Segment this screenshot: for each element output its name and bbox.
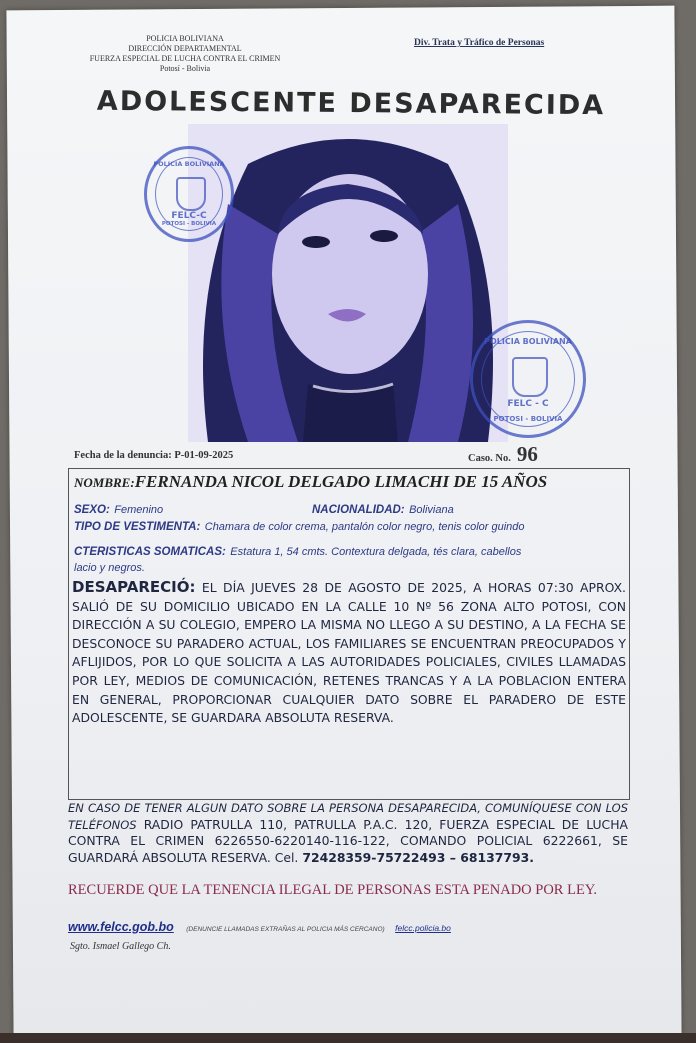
website-link-2[interactable]: felcc.policia.bo [395, 923, 451, 933]
nationality-value: Boliviana [409, 504, 454, 516]
shield-icon [512, 357, 548, 397]
features-label: CTERISTICAS SOMATICAS: [74, 546, 226, 558]
disappearance-label: DESAPARECIÓ: [72, 578, 196, 596]
shield-icon [176, 177, 206, 211]
stamp-right-top: POLICIA BOLIVIANA [484, 337, 572, 346]
disappearance-text: EL DÍA JUEVES 28 DE AGOSTO DE 2025, A HORAS 07:30 APROX. SALIÓ DE SU DOMICILIO UBICADO EN LA CALLE 10 Nº 56 ZONA ALTO POTOSI, CON DIRECCIÓN A SU COLEGIO, EMPERO LA MISMA NO LLEGO A SU DESTINO, A LA FECHA SE DESCONOCE SU PARADERO ACTUAL, LOS FAMILIARES SE ENCUENTRAN PREOCUPADOS Y AFLIJIDOS, POR LO QUE SOLICITA A LAS AUTORIDADES POLICIALES, CIVILES LLAMADAS POR LEY, MEDIOS DE COMUNICACIÓN, RETENES TRANCAS Y A LA POBLACION ENTERA EN GENERAL, PROPORCIONAR CUALQUIER DATO SOBRE EL PARADERO DE ESTE ADOLESCENTE, SE GUARDARA ABSOLUTA RESERVA. [72, 580, 626, 726]
stamp-right-bottom: POTOSI - BOLIVIA [493, 415, 563, 423]
person-name: FERNANDA NICOL DELGADO LIMACHI DE 15 AÑOS [134, 472, 548, 491]
person-name-row [74, 472, 547, 492]
police-stamp-left [144, 146, 234, 242]
case-number-label: Caso. No. [468, 453, 511, 464]
name-label: NOMBRE: [74, 475, 135, 490]
contact-body: RADIO PATRULLA 110, PATRULLA P.A.C. 120, FUERZA ESPECIAL DE LUCHA CONTRA EL CRIMEN 6226550-6220140-116-122, COMANDO POLICIAL 6222661, SE GUARDARÁ ABSOLUTA RESERVA. Cel. [68, 816, 628, 865]
stamp-left-mid: FELC-C [171, 211, 207, 221]
nationality-row [312, 500, 454, 518]
nationality-label: NACIONALIDAD: [312, 504, 405, 516]
case-number [468, 442, 538, 467]
stamp-right-mid: FELC - C [507, 399, 549, 409]
missing-person-photo [188, 124, 508, 442]
website-link[interactable]: www.felcc.gob.bo [68, 920, 174, 934]
org-line-2: DIRECCIÓN DEPARTAMENTAL [128, 44, 242, 53]
features-value-2: lacio y negros. [74, 562, 145, 574]
division-header: Div. Trata y Tráfico de Personas [414, 38, 545, 48]
clothing-value: Chamara de color crema, pantalón color negro, tenis color guindo [204, 521, 525, 533]
sex-row [74, 500, 163, 518]
disappearance-description [72, 578, 626, 728]
police-stamp-right [470, 320, 586, 438]
org-line-1: POLICIA BOLIVIANA [146, 34, 224, 43]
table-edge [0, 1033, 696, 1043]
footer-links [68, 918, 451, 936]
clothing-label: TIPO DE VESTIMENTA: [74, 521, 201, 533]
report-date-label: Fecha de la denuncia: [74, 450, 172, 461]
stamp-left-top: POLICIA BOLIVIANA [153, 160, 225, 168]
case-number-value: 96 [516, 442, 538, 466]
contact-info [68, 800, 628, 866]
report-date-value: P-01-09-2025 [174, 450, 234, 461]
stamp-left-bottom: POTOSI - BOLIVIA [161, 221, 217, 227]
org-line-3: FUERZA ESPECIAL DE LUCHA CONTRA EL CRIMEN [89, 54, 281, 63]
signature: Sgto. Ismael Gallego Ch. [70, 941, 171, 952]
report-date [74, 450, 233, 461]
footer-note: (DENUNCIE LLAMADAS EXTRAÑAS AL POLICIA MÁS CERCANO) [186, 926, 385, 933]
sex-label: SEXO: [74, 504, 110, 516]
sex-value: Femenino [114, 504, 164, 516]
features-row-2 [74, 558, 145, 576]
clothing-row [74, 517, 525, 535]
contact-phones: 72428359-75722493 – 68137793. [302, 849, 534, 865]
police-header [70, 34, 300, 74]
contact-intro: EN CASO DE TENER ALGUN DATO SOBRE LA PERSONA DESAPARECIDA, COMUNÍQUESE CON LOS TELÉFONOS [68, 801, 628, 832]
org-line-4: Potosí - Bolivia [159, 64, 211, 73]
poster-title: ADOLESCENTE DESAPARECIDA [96, 85, 606, 122]
legal-warning: RECUERDE QUE LA TENENCIA ILEGAL DE PERSONAS ESTA PENADO POR LEY. [68, 882, 598, 898]
features-value-1: Estatura 1, 54 cmts. Contextura delgada, tés clara, cabellos [230, 546, 522, 558]
